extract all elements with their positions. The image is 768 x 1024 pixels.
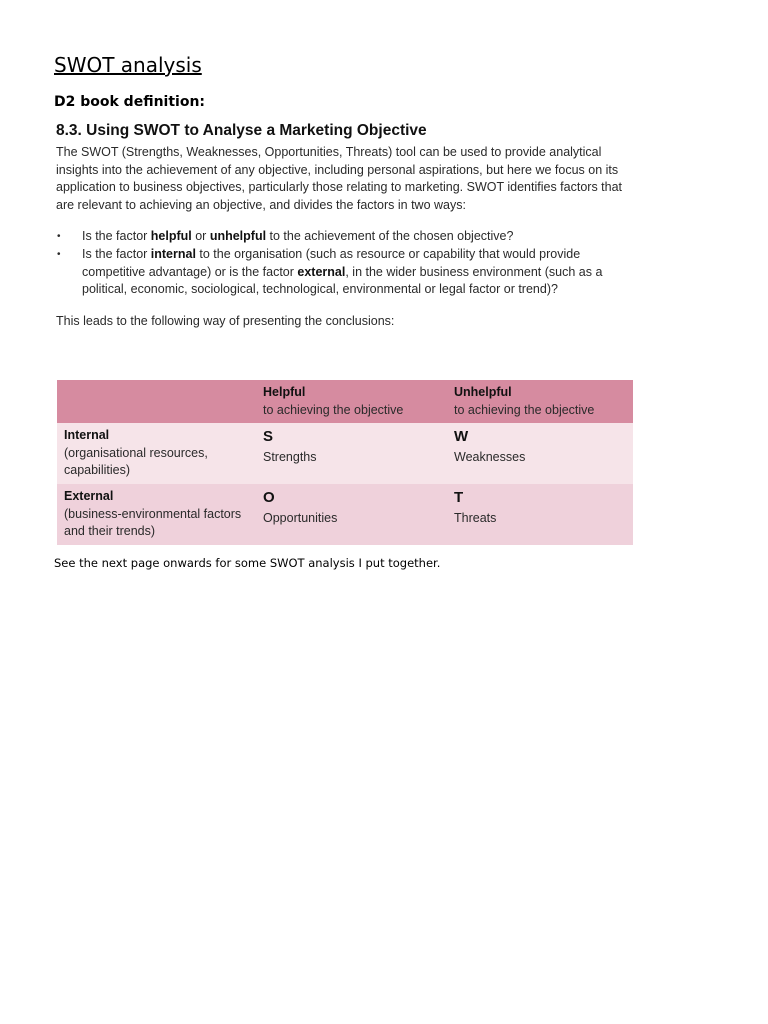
table-row [57, 423, 633, 484]
swot-letter: S [263, 428, 274, 446]
excerpt-intro: The SWOT (Strengths, Weaknesses, Opportunities, Threats) tool can be used to provide analytical insights into the achievement of any objective, including personal aspirations, but here we focus on its application to business objectives, particularly those relating to marketing. SWOT identifies factors that are relevant to achieving an objective, and divides the factors in two ways: [56, 145, 623, 212]
bullet-text: Is the factor [82, 229, 151, 244]
page-title: SWOT analysis [54, 53, 202, 77]
excerpt-heading: 8.3. Using SWOT to Analyse a Marketing Objective [56, 122, 427, 139]
swot-label: Weaknesses [454, 450, 526, 465]
book-excerpt [54, 118, 634, 330]
helpful-title: Helpful [263, 385, 306, 399]
swot-helpful-header [256, 380, 447, 423]
swot-unhelpful-header [447, 380, 633, 423]
swot-label: Strengths [263, 450, 317, 465]
swot-letter: T [454, 489, 464, 507]
swot-cell-weaknesses [447, 423, 633, 484]
swot-cell-threats [447, 484, 633, 545]
bullet-emphasis: internal [150, 246, 196, 261]
list-item [54, 246, 634, 299]
row-description: (business-environmental factors and their trends) [64, 506, 242, 539]
bullet-emphasis: helpful [150, 229, 192, 244]
bullet-emphasis: unhelpful [209, 229, 267, 244]
bullet-text: or [191, 229, 210, 244]
bullet-text: to the organisation (such as resource or capability that would provide competitive advantage) or is the factor [82, 246, 581, 279]
swot-table [57, 380, 633, 545]
swot-cell-opportunities [256, 484, 447, 545]
list-item [54, 228, 634, 246]
bullet-emphasis: external [297, 264, 346, 279]
bullet-list [54, 228, 634, 298]
swot-label: Threats [454, 511, 497, 526]
row-description: (organisational resources, capabilities) [64, 445, 208, 478]
bullet-text: , in the wider business environment (such as a political, economic, sociological, technological, environmental or legal factor or trend)? [82, 264, 603, 297]
swot-header-row [57, 380, 633, 423]
bullet-marker: • [57, 231, 61, 243]
footnote: See the next page onwards for some SWOT analysis I put together. [54, 556, 441, 570]
unhelpful-title: Unhelpful [454, 385, 512, 399]
sub-heading: D2 book definition: [54, 94, 206, 110]
row-title: Internal [64, 428, 110, 443]
swot-cell-strengths [256, 423, 447, 484]
swot-row-label [57, 484, 256, 545]
swot-letter: O [263, 489, 275, 507]
swot-letter: W [454, 428, 469, 446]
swot-corner-cell [57, 380, 256, 423]
helpful-subtitle: to achieving the objective [263, 402, 404, 417]
swot-label: Opportunities [263, 511, 338, 526]
excerpt-lead: This leads to the following way of presenting the conclusions: [56, 313, 395, 328]
unhelpful-subtitle: to achieving the objective [454, 402, 595, 417]
bullet-marker: • [57, 248, 61, 260]
swot-row-label [57, 423, 256, 484]
row-title: External [64, 489, 114, 504]
bullet-text: to the achievement of the chosen objective? [266, 229, 514, 244]
table-row [57, 484, 633, 545]
bullet-text: Is the factor [82, 246, 151, 261]
